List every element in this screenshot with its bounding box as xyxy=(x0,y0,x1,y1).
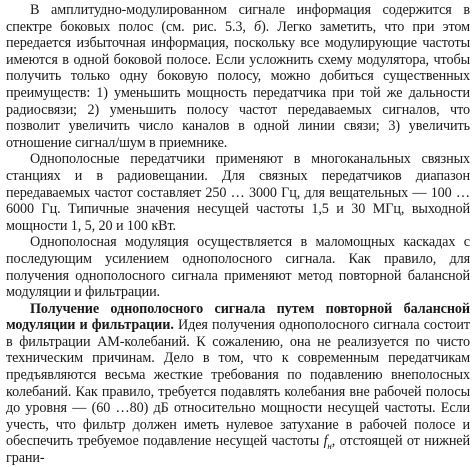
document-page xyxy=(6,2,470,467)
paragraph-intro xyxy=(6,2,470,151)
paragraph-intro-text-a: В амплитудно-модулированном сигнале информация содержится в спектре боковых полос (см. рис. 5.3, xyxy=(6,2,470,35)
carrier-frequency-subscript: н xyxy=(327,441,332,452)
carrier-frequency-symbol xyxy=(323,433,332,452)
carrier-frequency-letter: f xyxy=(323,433,328,450)
figure-subpart-italic: б xyxy=(254,18,262,35)
paragraph-filtering-text-end: , отстоящей от нижней грани- xyxy=(6,433,470,467)
paragraph-intro-text-b: ). Легко заметить, что при этом передается избыточная информация, поскольку все модулирующие частоты имеются в одной боковой полосе. Если усложнить схему модулятора, чтобы получить только одну боковую полосу, можно добиться существенных преимуществ: 1) уменьшить мощность передатчика при той же дальности радиосвязи; 2) уменьшить полосу частот передаваемых сигналов, что позволит увеличить число каналов в одной линии связи; 3) увеличить отношение сигнал/шум в приемнике. xyxy=(6,18,470,151)
paragraph-modulation-method: Однополосная модуляция осуществляется в маломощных каскадах с последующим усилением однополосного сигнала. Как правило, для получения однополосного сигнала применяют метод повторной балансной модуляции и фильтрации. xyxy=(6,234,470,301)
paragraph-applications: Однополосные передатчики применяют в многоканальных связных станциях и в радиовещании. Для связных передатчиков диапазон передаваемых частот составляет 250 … 3000 Гц, для вещательных — 100 … 6000 Гц. Типичные значения несущей частоты 1,5 и 30 МГц, выходной мощности 1, 5, 20 и 100 кВт. xyxy=(6,151,470,234)
paragraph-filtering-text: Идея получения однополосного сигнала состоит в фильтрации АМ-колебаний. К сожалению, она не реализуется по чисто техническим причинам. Дело в том, что к современным передатчикам предъявляются весьма жесткие требования по подавлению внеполосных колебаний. Как правило, требуется подавлять колебания вне рабочей полосы до уровня — (60 …80) дБ относительно мощности несущей частоты. Если учесть, что фильтр должен иметь нулевое затухание в рабочей полосе и обеспечить требуемое подавление несущей частоты xyxy=(6,317,470,450)
paragraph-filtering-method xyxy=(6,301,470,467)
section-heading-inline: Получение однополосного сигнала путем повторной балансной модуляции и фильтрации. xyxy=(6,300,470,334)
